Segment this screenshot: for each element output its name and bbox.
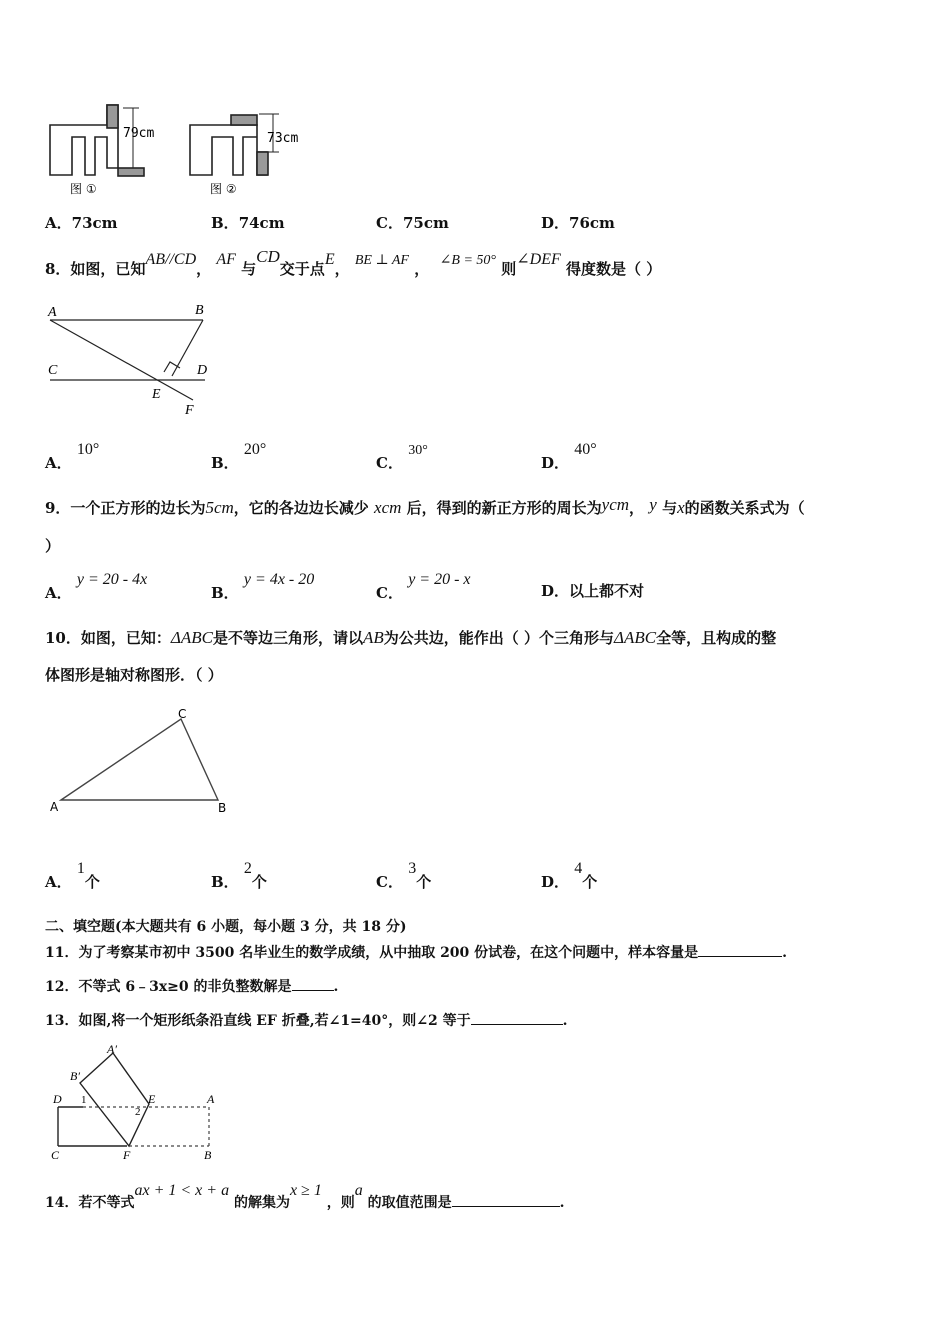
q13-label-b: B	[204, 1148, 212, 1162]
q8-stem: 8．如图，已知AB//CD， AF 与CD交于点E， BE ⊥ AF ， ∠B = 50° 则∠DEF 得度数是（ ）	[45, 247, 662, 278]
q7-option-b: B．74cm	[211, 214, 285, 232]
q13-angle-2: 2	[135, 1106, 141, 1118]
q7-fig1-label: 图 ①	[70, 182, 97, 196]
q9-option-d: D．以上都不对	[541, 582, 645, 600]
q8-line-af	[50, 320, 193, 400]
q10-stem-line2: 体图形是轴对称图形．（ ）	[45, 666, 223, 684]
q13-label-c: C	[51, 1148, 60, 1162]
q7-fig1-measure: 79cm	[123, 126, 155, 141]
q9-option-b: B． y = 4x - 20	[211, 571, 315, 602]
q10-option-c: C． 3个	[376, 860, 432, 891]
q13-stem: 13．如图,将一个矩形纸条沿直线 EF 折叠,若∠1=40°，则∠2 等于 .	[45, 1010, 568, 1030]
q11-stem: 11．为了考察某市初中 3500 名毕业生的数学成绩，从中抽取 200 份试卷，在这个问题中，样本容量是 .	[45, 942, 787, 962]
q12-stem: 12．不等式 6﹣3x≥0 的非负整数解是 .	[45, 976, 338, 996]
q8-right-angle-mark	[164, 362, 180, 372]
section-2-heading: 二、填空题(本大题共有 6 小题，每小题 3 分，共 18 分)	[45, 919, 407, 935]
q10-option-d: D． 4个	[541, 860, 598, 891]
q13-label-a-prime: A′	[107, 1043, 117, 1056]
q10-figure	[45, 705, 245, 820]
q7-fig2-label: 图 ②	[210, 182, 237, 196]
q10-label-b: B	[218, 801, 227, 815]
q10-label-c: C	[178, 707, 187, 721]
q10-option-a: A． 1个	[45, 860, 100, 891]
q9-stem-line2: ）	[45, 537, 61, 555]
q7-figure-2	[190, 114, 279, 175]
q13-angle-1: 1	[81, 1094, 87, 1106]
q10-stem-line1: 10．如图，已知：ΔABC是不等边三角形，请以AB为公共边，能作出（ ）个三角形与ΔABC全等，且构成的整	[45, 628, 777, 647]
q8-option-b: B． 20°	[211, 441, 267, 472]
q8-option-d: D． 40°	[541, 441, 597, 472]
q8-label-a: A	[48, 305, 57, 320]
q13-label-f: F	[123, 1148, 131, 1162]
q13-label-e: E	[148, 1092, 156, 1106]
q7-figures	[45, 100, 325, 200]
q8-option-c: C． 30°	[376, 443, 428, 472]
q9-option-c: C． y = 20 - x	[376, 571, 471, 602]
q8-figure	[45, 298, 225, 423]
q9-stem-line1: 9．一个正方形的边长为5cm，它的各边边长减少 xcm 后，得到的新正方形的周长为ycm， y 与x的函数关系式为（	[45, 495, 805, 517]
q8-label-d: D	[197, 363, 208, 378]
q7-option-d: D．76cm	[541, 214, 615, 232]
q10-triangle-abc	[61, 719, 218, 800]
q14-stem: 14．若不等式ax + 1 < x + a 的解集为x ≥ 1 ，则a 的取值范围是 .	[45, 1182, 565, 1211]
q10-label-a: A	[50, 800, 59, 814]
q7-option-a: A．73cm	[45, 214, 118, 232]
q7-fig2-measure: 73cm	[267, 131, 299, 146]
q13-figure	[45, 1043, 225, 1165]
q9-option-a: A． y = 20 - 4x	[45, 571, 148, 602]
q8-label-f: F	[185, 403, 194, 418]
q13-folded-strip	[80, 1053, 149, 1146]
q13-label-d: D	[53, 1092, 62, 1106]
q13-label-a: A	[207, 1092, 215, 1106]
q7-option-c: C．75cm	[376, 214, 449, 232]
q8-label-c: C	[48, 363, 58, 378]
q8-label-b: B	[195, 303, 204, 318]
q13-label-b-prime: B′	[70, 1069, 80, 1083]
q8-label-e: E	[152, 387, 161, 402]
q10-option-b: B． 2个	[211, 860, 267, 891]
q8-option-a: A． 10°	[45, 441, 100, 472]
